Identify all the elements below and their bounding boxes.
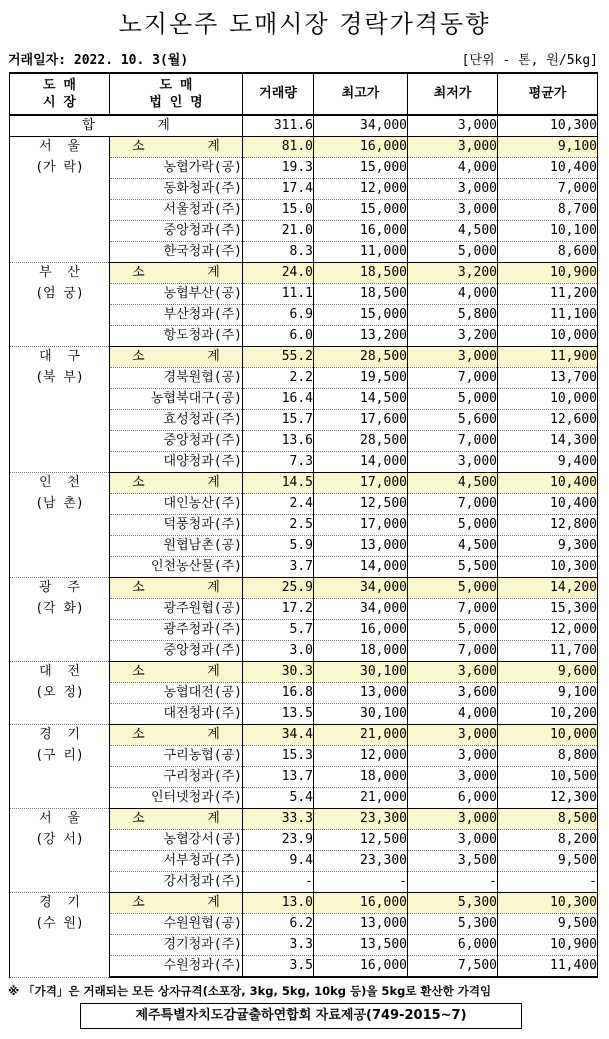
low-price-cell: 3,000: [408, 746, 498, 767]
market-cell: [10, 662, 110, 725]
corp-name: 덕풍청과(주): [110, 515, 243, 536]
corp-name: 인터넷청과(주): [110, 788, 243, 809]
subtotal-row: [10, 347, 598, 368]
corp-name: 광주원협(공): [110, 599, 243, 620]
high-price-cell: 12,000: [314, 746, 408, 767]
subtotal-row: [10, 263, 598, 284]
corp-name: 한국청과(주): [110, 242, 243, 263]
volume-cell: 5.7: [243, 620, 314, 641]
corp-name: 항도청과(주): [110, 326, 243, 347]
high-price-cell: 15,000: [314, 158, 408, 179]
header-volume: 거래량: [243, 73, 314, 115]
low-price-cell: 7,000: [408, 494, 498, 515]
volume-cell: 2.5: [243, 515, 314, 536]
total-row: [10, 115, 598, 137]
low-price-cell: 7,000: [408, 431, 498, 452]
corp-name: 소 계: [110, 725, 243, 746]
high-price-cell: 17,000: [314, 515, 408, 536]
low-price-cell: 5,500: [408, 557, 498, 578]
low-price-cell: 5,300: [408, 893, 498, 914]
volume-cell: 13.7: [243, 767, 314, 788]
corp-name: 구리농협(공): [110, 746, 243, 767]
high-price-cell: 12,500: [314, 830, 408, 851]
low-price-cell: 3,200: [408, 263, 498, 284]
high-price-cell: 14,000: [314, 557, 408, 578]
price-table: [9, 72, 598, 978]
market-location: (남 촌): [35, 496, 84, 511]
header-low: 최저가: [408, 73, 498, 115]
low-price-cell: 3,000: [408, 200, 498, 221]
avg-price-cell: 8,500: [498, 809, 598, 830]
market-cell: [10, 725, 110, 809]
high-price-cell: 17,000: [314, 473, 408, 494]
corp-name: 구리청과(주): [110, 767, 243, 788]
low-price-cell: 4,000: [408, 704, 498, 725]
low-price-cell: 3,000: [408, 830, 498, 851]
avg-price-cell: 11,400: [498, 956, 598, 978]
avg-price-cell: 11,200: [498, 284, 598, 305]
corp-name: 수원원협(공): [110, 914, 243, 935]
avg-price-cell: 8,600: [498, 242, 598, 263]
corp-name: 소 계: [110, 473, 243, 494]
corp-name: 대양청과(주): [110, 452, 243, 473]
page-title: 노지온주 도매시장 경락가격동향: [118, 10, 491, 38]
avg-price-cell: 10,000: [498, 725, 598, 746]
corp-name: 효성청과(주): [110, 410, 243, 431]
low-price-cell: -: [408, 872, 498, 893]
avg-price-cell: 10,100: [498, 221, 598, 242]
high-price-cell: 16,000: [314, 956, 408, 978]
corp-name: 중앙청과(주): [110, 641, 243, 662]
avg-price-cell: 12,000: [498, 620, 598, 641]
total-high: 34,000: [314, 115, 408, 137]
corp-name: 소 계: [110, 137, 243, 158]
corp-name: 강서청과(주): [110, 872, 243, 893]
market-name: 광 주: [39, 580, 80, 595]
high-price-cell: 14,500: [314, 389, 408, 410]
corp-name: 농협강서(공): [110, 830, 243, 851]
volume-cell: 3.3: [243, 935, 314, 956]
low-price-cell: 6,000: [408, 935, 498, 956]
market-name: 서 울: [39, 811, 80, 826]
low-price-cell: 3,000: [408, 809, 498, 830]
market-cell: [10, 263, 110, 347]
volume-cell: 5.4: [243, 788, 314, 809]
low-price-cell: 7,000: [408, 599, 498, 620]
corp-name: 경북원협(공): [110, 368, 243, 389]
avg-price-cell: 10,400: [498, 158, 598, 179]
high-price-cell: 16,000: [314, 620, 408, 641]
corp-name: 동화청과(주): [110, 179, 243, 200]
avg-price-cell: -: [498, 872, 598, 893]
volume-cell: 55.2: [243, 347, 314, 368]
footnote: ※ 「가격」은 거래되는 모든 상자규격(소포장, 3kg, 5kg, 10kg 등)을 5kg로 환산한 가격임: [8, 984, 492, 998]
high-price-cell: 23,300: [314, 851, 408, 872]
avg-price-cell: 8,200: [498, 830, 598, 851]
high-price-cell: 18,500: [314, 263, 408, 284]
avg-price-cell: 11,700: [498, 641, 598, 662]
market-cell: [10, 473, 110, 578]
low-price-cell: 3,600: [408, 683, 498, 704]
low-price-cell: 4,500: [408, 473, 498, 494]
avg-price-cell: 12,300: [498, 788, 598, 809]
low-price-cell: 7,000: [408, 641, 498, 662]
avg-price-cell: 9,500: [498, 851, 598, 872]
avg-price-cell: 10,400: [498, 494, 598, 515]
avg-price-cell: 12,800: [498, 515, 598, 536]
avg-price-cell: 9,100: [498, 137, 598, 158]
total-avg: 10,300: [498, 115, 598, 137]
avg-price-cell: 12,600: [498, 410, 598, 431]
volume-cell: 30.3: [243, 662, 314, 683]
avg-price-cell: 10,900: [498, 263, 598, 284]
low-price-cell: 4,500: [408, 536, 498, 557]
volume-cell: 34.4: [243, 725, 314, 746]
avg-price-cell: 10,900: [498, 935, 598, 956]
sub-header: [8, 49, 598, 69]
corp-name: 중앙청과(주): [110, 221, 243, 242]
volume-cell: 13.0: [243, 893, 314, 914]
low-price-cell: 4,000: [408, 284, 498, 305]
market-name: 인 천: [39, 475, 80, 490]
avg-price-cell: 9,100: [498, 683, 598, 704]
low-price-cell: 5,800: [408, 305, 498, 326]
high-price-cell: 19,500: [314, 368, 408, 389]
volume-cell: 17.2: [243, 599, 314, 620]
market-cell: [10, 809, 110, 893]
volume-cell: 2.4: [243, 494, 314, 515]
avg-price-cell: 9,300: [498, 536, 598, 557]
low-price-cell: 5,000: [408, 578, 498, 599]
header-market: 도 매 시 장: [10, 73, 110, 115]
high-price-cell: 30,100: [314, 704, 408, 725]
market-location: (가 락): [35, 160, 84, 175]
volume-cell: 3.7: [243, 557, 314, 578]
volume-cell: 15.0: [243, 200, 314, 221]
corp-name: 서울청과(주): [110, 200, 243, 221]
volume-cell: 15.7: [243, 410, 314, 431]
trade-date: 거래일자: 2022. 10. 3(월): [8, 53, 189, 68]
avg-price-cell: 10,000: [498, 326, 598, 347]
high-price-cell: 12,000: [314, 179, 408, 200]
high-price-cell: 12,500: [314, 494, 408, 515]
high-price-cell: 34,000: [314, 599, 408, 620]
source-box: 제주특별자치도감귤출하연합회 자료제공(749-2015~7): [80, 1003, 522, 1029]
market-name: 부 산: [39, 265, 80, 280]
volume-cell: 33.3: [243, 809, 314, 830]
avg-price-cell: 9,400: [498, 452, 598, 473]
low-price-cell: 3,000: [408, 452, 498, 473]
avg-price-cell: 11,900: [498, 347, 598, 368]
avg-price-cell: 11,100: [498, 305, 598, 326]
corp-name: 농협가락(공): [110, 158, 243, 179]
market-name: 대 전: [39, 664, 80, 679]
corp-name: 소 계: [110, 662, 243, 683]
volume-cell: 11.1: [243, 284, 314, 305]
corp-name: 수원청과(주): [110, 956, 243, 978]
avg-price-cell: 14,300: [498, 431, 598, 452]
low-price-cell: 3,500: [408, 851, 498, 872]
high-price-cell: 13,500: [314, 935, 408, 956]
market-location: (엄 궁): [35, 286, 84, 301]
volume-cell: 13.5: [243, 704, 314, 725]
high-price-cell: 21,000: [314, 725, 408, 746]
subtotal-row: [10, 662, 598, 683]
low-price-cell: 3,000: [408, 725, 498, 746]
corp-name: 중앙청과(주): [110, 431, 243, 452]
high-price-cell: 18,000: [314, 767, 408, 788]
avg-price-cell: 8,800: [498, 746, 598, 767]
high-price-cell: 18,500: [314, 284, 408, 305]
volume-cell: 6.2: [243, 914, 314, 935]
corp-name: 농협북대구(공): [110, 389, 243, 410]
high-price-cell: 16,000: [314, 893, 408, 914]
low-price-cell: 3,000: [408, 347, 498, 368]
market-cell: [10, 578, 110, 662]
market-name: 대 구: [39, 349, 80, 364]
volume-cell: 24.0: [243, 263, 314, 284]
volume-cell: 7.3: [243, 452, 314, 473]
high-price-cell: -: [314, 872, 408, 893]
total-label: 합 계: [10, 115, 243, 137]
volume-cell: 6.0: [243, 326, 314, 347]
market-location: (구 리): [35, 748, 84, 763]
market-location: (각 화): [35, 601, 84, 616]
high-price-cell: 28,500: [314, 431, 408, 452]
high-price-cell: 13,000: [314, 536, 408, 557]
avg-price-cell: 13,700: [498, 368, 598, 389]
volume-cell: 14.5: [243, 473, 314, 494]
market-location: (강 서): [35, 832, 84, 847]
corp-name: 대전청과(주): [110, 704, 243, 725]
market-cell: [10, 893, 110, 978]
market-cell: [10, 347, 110, 473]
avg-price-cell: 9,600: [498, 662, 598, 683]
low-price-cell: 5,300: [408, 914, 498, 935]
avg-price-cell: 10,400: [498, 473, 598, 494]
market-name: 경 기: [39, 895, 80, 910]
volume-cell: 3.0: [243, 641, 314, 662]
high-price-cell: 13,200: [314, 326, 408, 347]
corp-name: 경기청과(주): [110, 935, 243, 956]
high-price-cell: 21,000: [314, 788, 408, 809]
low-price-cell: 3,600: [408, 662, 498, 683]
corp-name: 소 계: [110, 893, 243, 914]
high-price-cell: 13,000: [314, 914, 408, 935]
subtotal-row: [10, 473, 598, 494]
market-location: (오 정): [35, 685, 84, 700]
volume-cell: 9.4: [243, 851, 314, 872]
high-price-cell: 14,000: [314, 452, 408, 473]
subtotal-row: [10, 137, 598, 158]
high-price-cell: 16,000: [314, 137, 408, 158]
header-corp: 도 매 법 인 명: [110, 73, 243, 115]
total-low: 3,000: [408, 115, 498, 137]
corp-name: 인천농산물(주): [110, 557, 243, 578]
corp-name: 원협남촌(공): [110, 536, 243, 557]
corp-name: 광주청과(주): [110, 620, 243, 641]
avg-price-cell: 10,200: [498, 704, 598, 725]
low-price-cell: 7,500: [408, 956, 498, 978]
corp-name: 농협대전(공): [110, 683, 243, 704]
market-cell: [10, 137, 110, 263]
volume-cell: 16.8: [243, 683, 314, 704]
high-price-cell: 23,300: [314, 809, 408, 830]
total-volume: 311.6: [243, 115, 314, 137]
volume-cell: 16.4: [243, 389, 314, 410]
high-price-cell: 11,000: [314, 242, 408, 263]
volume-cell: 2.2: [243, 368, 314, 389]
high-price-cell: 16,000: [314, 221, 408, 242]
volume-cell: 17.4: [243, 179, 314, 200]
unit-label: [단위 - 톤, 원/5kg]: [461, 53, 598, 68]
header-high: 최고가: [314, 73, 408, 115]
high-price-cell: 15,000: [314, 200, 408, 221]
avg-price-cell: 10,500: [498, 767, 598, 788]
volume-cell: 19.3: [243, 158, 314, 179]
low-price-cell: 3,000: [408, 767, 498, 788]
subtotal-row: [10, 809, 598, 830]
low-price-cell: 5,000: [408, 620, 498, 641]
volume-cell: 13.6: [243, 431, 314, 452]
avg-price-cell: 10,300: [498, 557, 598, 578]
corp-name: 소 계: [110, 347, 243, 368]
low-price-cell: 3,000: [408, 179, 498, 200]
high-price-cell: 17,600: [314, 410, 408, 431]
low-price-cell: 7,000: [408, 368, 498, 389]
avg-price-cell: 14,200: [498, 578, 598, 599]
low-price-cell: 5,000: [408, 515, 498, 536]
volume-cell: 21.0: [243, 221, 314, 242]
header-avg: 평균가: [498, 73, 598, 115]
corp-name: 소 계: [110, 809, 243, 830]
low-price-cell: 4,500: [408, 221, 498, 242]
volume-cell: 25.9: [243, 578, 314, 599]
low-price-cell: 5,000: [408, 389, 498, 410]
low-price-cell: 5,600: [408, 410, 498, 431]
corp-name: 서부청과(주): [110, 851, 243, 872]
subtotal-row: [10, 893, 598, 914]
high-price-cell: 18,000: [314, 641, 408, 662]
subtotal-row: [10, 578, 598, 599]
volume-cell: 15.3: [243, 746, 314, 767]
low-price-cell: 3,200: [408, 326, 498, 347]
volume-cell: 81.0: [243, 137, 314, 158]
avg-price-cell: 9,500: [498, 914, 598, 935]
avg-price-cell: 10,300: [498, 893, 598, 914]
avg-price-cell: 10,000: [498, 389, 598, 410]
market-name: 경 기: [39, 727, 80, 742]
corp-name: 소 계: [110, 263, 243, 284]
avg-price-cell: 8,700: [498, 200, 598, 221]
corp-name: 대인농산(주): [110, 494, 243, 515]
volume-cell: 5.9: [243, 536, 314, 557]
market-name: 서 울: [39, 139, 80, 154]
high-price-cell: 28,500: [314, 347, 408, 368]
low-price-cell: 4,000: [408, 158, 498, 179]
avg-price-cell: 15,300: [498, 599, 598, 620]
volume-cell: 6.9: [243, 305, 314, 326]
market-location: (수 원): [35, 916, 84, 931]
volume-cell: 3.5: [243, 956, 314, 978]
volume-cell: 23.9: [243, 830, 314, 851]
market-location: (북 부): [35, 370, 84, 385]
volume-cell: 8.3: [243, 242, 314, 263]
high-price-cell: 30,100: [314, 662, 408, 683]
high-price-cell: 34,000: [314, 578, 408, 599]
corp-name: 소 계: [110, 578, 243, 599]
header-row: [10, 73, 598, 115]
high-price-cell: 15,000: [314, 305, 408, 326]
low-price-cell: 6,000: [408, 788, 498, 809]
low-price-cell: 5,000: [408, 242, 498, 263]
corp-name: 부산청과(주): [110, 305, 243, 326]
low-price-cell: 3,000: [408, 137, 498, 158]
corp-name: 농협부산(공): [110, 284, 243, 305]
avg-price-cell: 7,000: [498, 179, 598, 200]
high-price-cell: 13,000: [314, 683, 408, 704]
subtotal-row: [10, 725, 598, 746]
volume-cell: -: [243, 872, 314, 893]
